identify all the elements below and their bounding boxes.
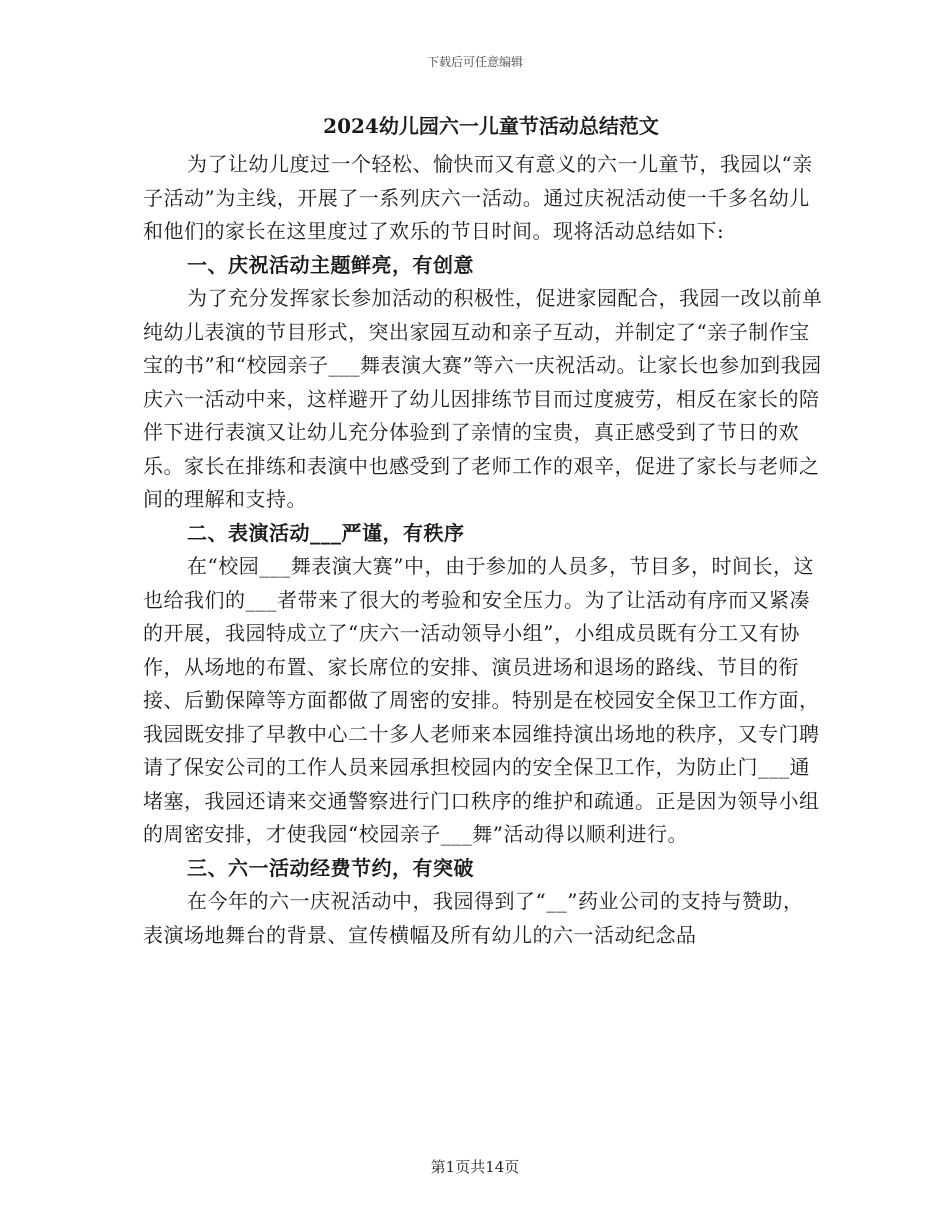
section-3-paragraph: 在今年的六一庆祝活动中，我园得到了“__”药业公司的支持与赞助，表演场地舞台的背景、宣传横幅及所有幼儿的六一活动纪念品 xyxy=(143,889,804,947)
page-footer: 第1页共14页 xyxy=(430,1158,520,1176)
section-heading-1: 一、庆祝活动主题鲜亮，有创意 xyxy=(187,252,474,277)
section-heading-3: 三、六一活动经费节约，有突破 xyxy=(187,855,474,880)
section-2-paragraph: 在“校园___舞表演大赛”中，由于参加的人员多，节目多，时间长，这也给我们的___者带来了很大的考验和安全压力。为了让活动有序而又紧凑的开展，我园特成立了“庆六一活动领导小组”，小组成员既有分工又有协作，从场地的布置、家长席位的安排、演员进场和退场的路线、节目的衔接、后勤保障等方面都做了周密的安排。特别是在校园安全保卫工作方面，我园既安排了早教中心二十多人老师来本园维持演出场地的秩序，又专门聘请了保安公司的工作人员来园承担校园内的安全保卫工作，为防止门___通堵塞，我园还请来交通警察进行门口秩序的维护和疏通。正是因为领导小组的周密安排，才使我园“校园亲子___舞”活动得以顺利进行。 xyxy=(143,554,820,846)
intro-paragraph: 为了让幼儿度过一个轻松、愉快而又有意义的六一儿童节，我园以“亲子活动”为主线，开展了一系列庆六一活动。通过庆祝活动使一千多名幼儿和他们的家长在这里度过了欢乐的节日时间。现将活动总结如下: xyxy=(143,152,813,243)
section-1-paragraph: 为了充分发挥家长参加活动的积极性，促进家园配合，我园一改以前单纯幼儿表演的节目形式，突出家园互动和亲子互动，并制定了“亲子制作宝宝的书”和“校园亲子___舞表演大赛”等六一庆祝活动。让家长也参加到我园庆六一活动中来，这样避开了幼儿因排练节目而过度疲劳，相反在家长的陪伴下进行表演又让幼儿充分体验到了亲情的宝贵，真正感受到了节日的欢乐。家长在排练和表演中也感受到了老师工作的艰辛，促进了家长与老师之间的理解和支持。 xyxy=(143,286,823,511)
document-body xyxy=(143,110,823,952)
header-note: 下载后可任意编辑 xyxy=(426,55,523,69)
section-heading-2: 二、表演活动___严谨，有秩序 xyxy=(187,520,465,545)
document-title: 2024幼儿园六一儿童节活动总结范文 xyxy=(323,114,659,138)
